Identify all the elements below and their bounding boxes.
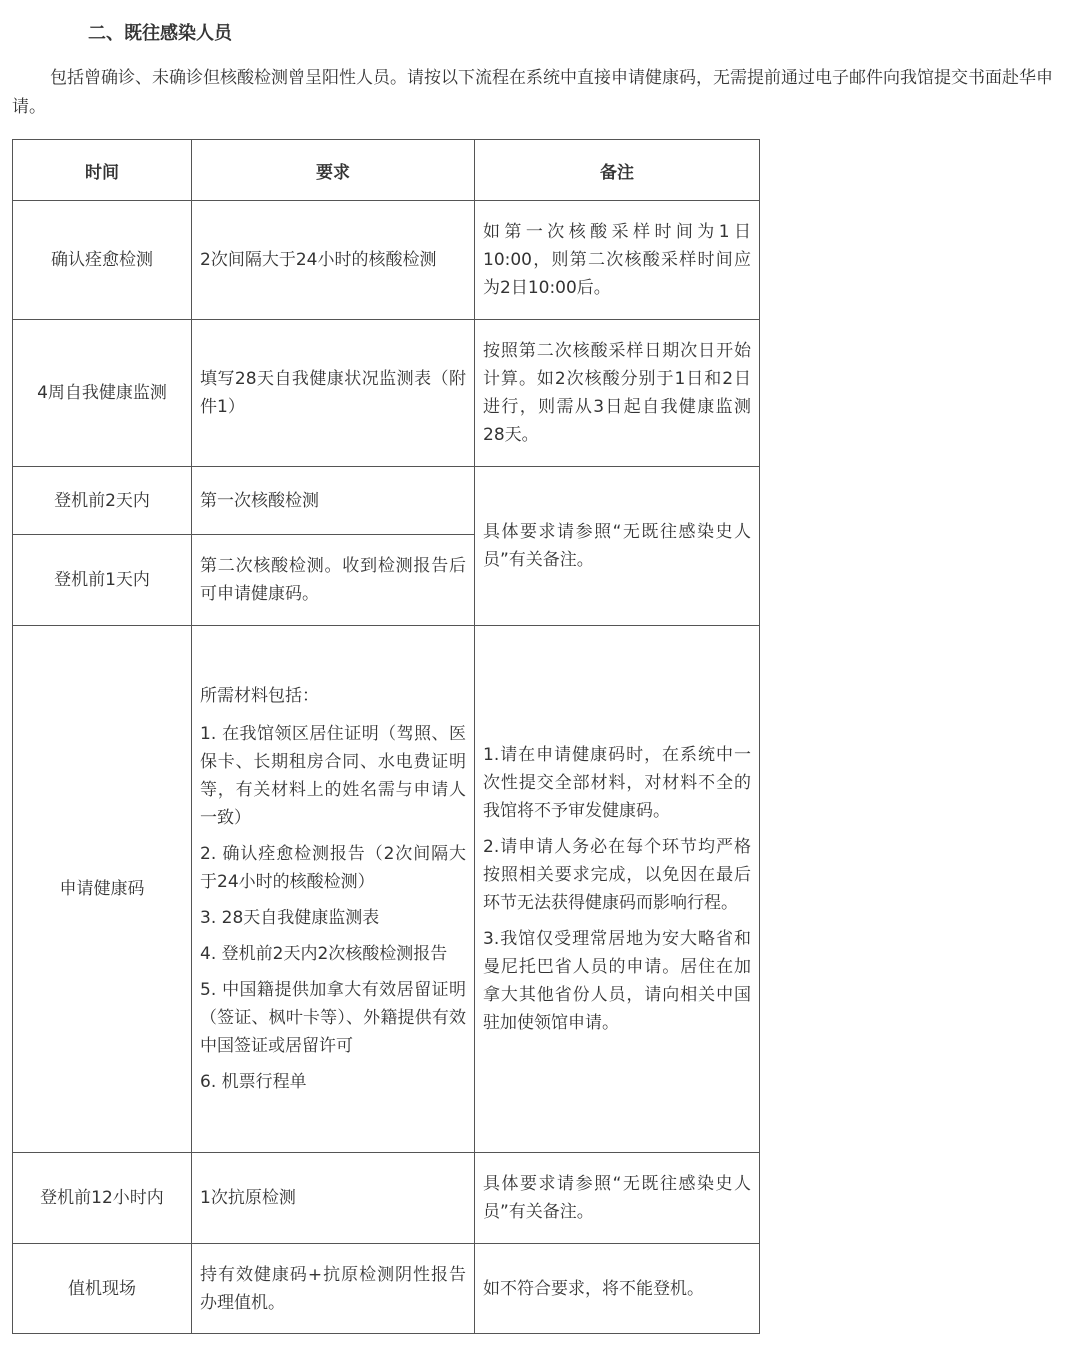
table-row <box>13 1244 760 1334</box>
cell-time: 登机前2天内 <box>13 467 192 535</box>
table-header-row <box>13 140 760 201</box>
cell-requirement: 第一次核酸检测 <box>192 467 475 535</box>
cell-time: 值机现场 <box>13 1244 192 1334</box>
cell-note: 按照第二次核酸采样日期次日开始计算。如2次核酸分别于1日和2日进行，则需从3日起自我健康监测28天。 <box>475 320 760 467</box>
header-time: 时间 <box>13 140 192 201</box>
header-requirement: 要求 <box>192 140 475 201</box>
cell-time: 申请健康码 <box>13 626 192 1153</box>
cell-note: 如第一次核酸采样时间为1日10:00，则第二次核酸采样时间应为2日10:00后。 <box>475 201 760 320</box>
section-title: 二、既往感染人员 <box>88 23 232 44</box>
material-item: 1. 在我馆领区居住证明（驾照、医保卡、长期租房合同、水电费证明等，有关材料上的姓名需与申请人一致） <box>200 724 466 828</box>
cell-requirement: 填写28天自我健康状况监测表（附件1） <box>192 320 475 467</box>
table-row <box>13 320 760 467</box>
material-item: 2. 确认痊愈检测报告（2次间隔大于24小时的核酸检测） <box>200 844 466 892</box>
intro-paragraph: 包括曾确诊、未确诊但核酸检测曾呈阳性人员。请按以下流程在系统中直接申请健康码，无需提前通过电子邮件向我馆提交书面赴华申请。 <box>12 68 1053 117</box>
cell-requirement: 2次间隔大于24小时的核酸检测 <box>192 201 475 320</box>
cell-note: 具体要求请参照“无既往感染史人员”有关备注。 <box>475 1153 760 1244</box>
cell-requirement: 第二次核酸检测。收到检测报告后可申请健康码。 <box>192 535 475 626</box>
procedure-table <box>12 139 760 1334</box>
cell-time: 登机前12小时内 <box>13 1153 192 1244</box>
cell-time: 4周自我健康监测 <box>13 320 192 467</box>
table-row <box>13 626 760 1153</box>
material-item: 4. 登机前2天内2次核酸检测报告 <box>200 944 448 964</box>
cell-note: 如不符合要求，将不能登机。 <box>475 1244 760 1334</box>
cell-note: 具体要求请参照“无既往感染史人员”有关备注。 <box>475 467 760 626</box>
cell-requirement: 1次抗原检测 <box>192 1153 475 1244</box>
table-row <box>13 1153 760 1244</box>
note-item: 3.我馆仅受理常居地为安大略省和曼尼托巴省人员的申请。居住在加拿大其他省份人员，请向相关中国驻加使领馆申请。 <box>483 929 751 1033</box>
note-item: 2.请申请人务必在每个环节均严格按照相关要求完成，以免因在最后环节无法获得健康码而影响行程。 <box>483 837 751 913</box>
note-item: 1.请在申请健康码时，在系统中一次性提交全部材料，对材料不全的我馆将不予审发健康码。 <box>483 745 751 821</box>
cell-requirement-materials <box>192 626 475 1153</box>
table-row <box>13 201 760 320</box>
material-item: 6. 机票行程单 <box>200 1072 307 1092</box>
header-note: 备注 <box>475 140 760 201</box>
cell-requirement: 持有效健康码+抗原检测阴性报告办理值机。 <box>192 1244 475 1334</box>
table-row <box>13 467 760 535</box>
material-item: 5. 中国籍提供加拿大有效居留证明（签证、枫叶卡等）、外籍提供有效中国签证或居留许可 <box>200 980 466 1056</box>
material-item: 3. 28天自我健康监测表 <box>200 908 380 928</box>
cell-time: 登机前1天内 <box>13 535 192 626</box>
materials-title: 所需材料包括： <box>200 686 319 706</box>
cell-notes <box>475 626 760 1153</box>
cell-time: 确认痊愈检测 <box>13 201 192 320</box>
